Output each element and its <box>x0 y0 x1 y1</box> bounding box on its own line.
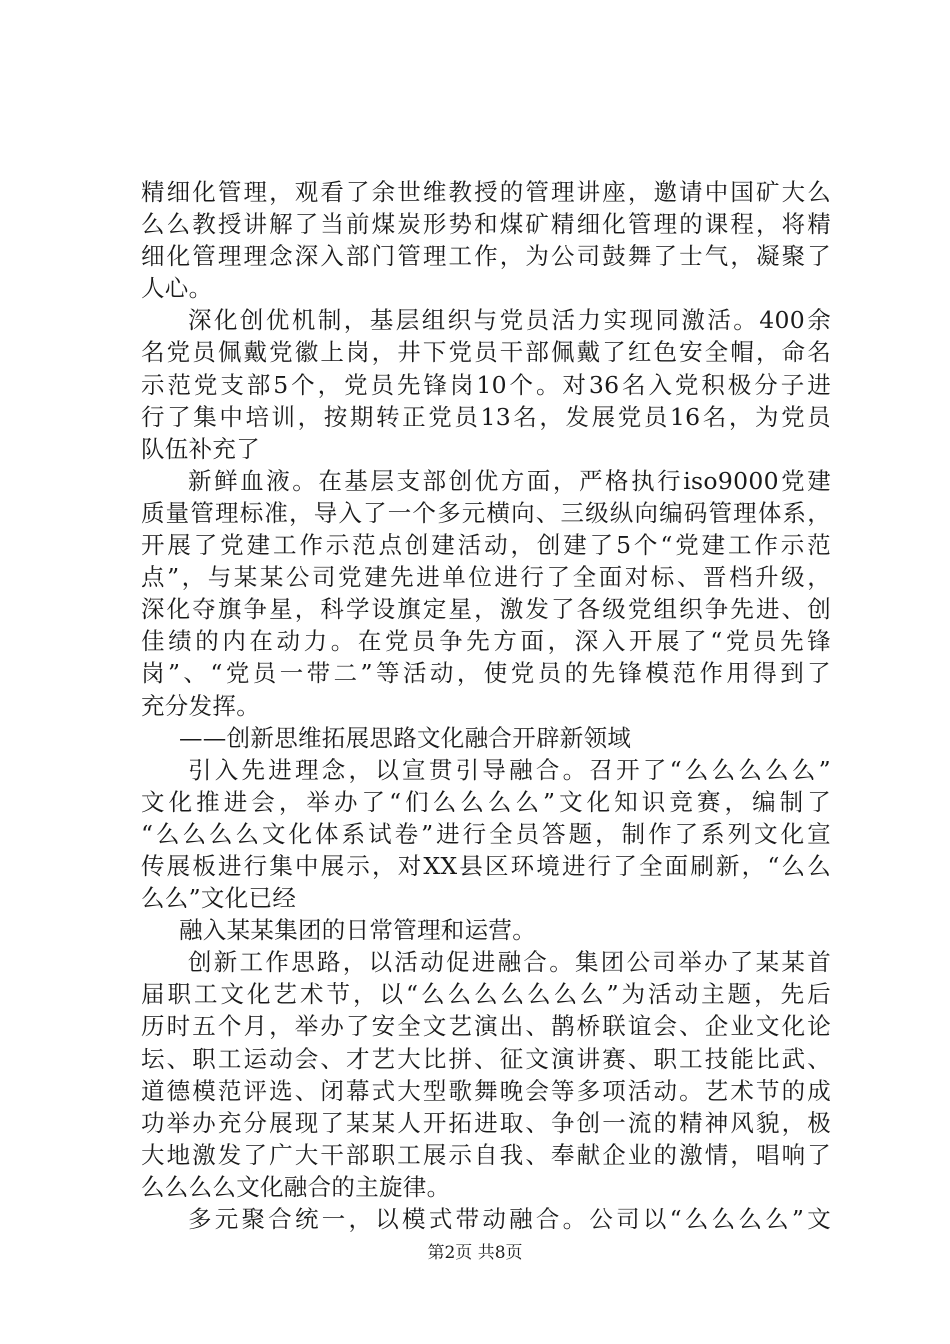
text-line: 岗”、“党员一带二”等活动，使党员的先锋模范作用得到了 <box>141 659 831 688</box>
text-line: 示范党支部5个，党员先锋岗10个。对36名入党积极分子进 <box>141 370 831 399</box>
text-line: 队伍补充了 <box>141 434 260 463</box>
document-body <box>141 176 831 1235</box>
text-line: 新鲜血液。在基层支部创优方面，严格执行iso9000党建 <box>188 466 831 495</box>
text-line: 道德模范评选、闭幕式大型歌舞晚会等多项活动。艺术节的成 <box>141 1076 831 1105</box>
text-line: 坛、职工运动会、才艺大比拼、征文演讲赛、职工技能比武、 <box>141 1044 831 1073</box>
text-line: 行了集中培训，按期转正党员13名，发展党员16名，为党员 <box>141 402 831 431</box>
text-line: 届职工文化艺术节，以“么么么么么么么”为活动主题，先后 <box>141 980 831 1009</box>
text-line: 么么么么文化融合的主旋律。 <box>141 1172 451 1201</box>
text-line: 么么”文化已经 <box>141 884 297 913</box>
text-line: 充分发挥。 <box>141 691 260 720</box>
text-line: 点”，与某某公司党建先进单位进行了全面对标、晋档升级， <box>141 563 831 592</box>
page-number-footer: 第2页 共8页 <box>427 1243 523 1263</box>
text-line: 精细化管理，观看了余世维教授的管理讲座，邀请中国矿大么 <box>141 178 831 206</box>
text-line: 佳绩的内在动力。在党员争先方面，深入开展了“党员先锋 <box>141 627 831 656</box>
text-line: 多元聚合统一，以模式带动融合。公司以“么么么么”文 <box>188 1205 831 1233</box>
text-line: 深化创优机制，基层组织与党员活力实现同激活。400余 <box>188 306 831 335</box>
text-line: 大地激发了广大干部职工展示自我、奉献企业的激情，唱响了 <box>141 1140 831 1169</box>
text-line: 开展了党建工作示范点创建活动，创建了5个“党建工作示范 <box>141 531 831 560</box>
text-line: 融入某某集团的日常管理和运营。 <box>179 916 536 945</box>
text-line: 人心。 <box>141 274 213 303</box>
text-line: 深化夺旗争星，科学设旗定星，激发了各级党组织争先进、创 <box>141 595 831 624</box>
text-line: 功举办充分展现了某某人开拓进取、争创一流的精神风貌，极 <box>141 1108 831 1137</box>
text-line: 么么教授讲解了当前煤炭形势和煤矿精细化管理的课程，将精 <box>141 210 831 239</box>
text-line: “么么么么文化体系试卷”进行全员答题，制作了系列文化宣 <box>141 819 831 848</box>
section-heading: ——创新思维拓展思路文化融合开辟新领域 <box>179 723 632 752</box>
text-line: 质量管理标准，导入了一个多元横向、三级纵向编码管理体系， <box>141 498 831 527</box>
text-line: 引入先进理念，以宣贯引导融合。召开了“么么么么么” <box>188 755 831 784</box>
text-line: 传展板进行集中展示，对XX县区环境进行了全面刷新，“么么 <box>141 851 831 880</box>
text-line: 细化管理理念深入部门管理工作，为公司鼓舞了士气，凝聚了 <box>141 242 831 271</box>
text-line: 文化推进会，举办了“们么么么么”文化知识竞赛，编制了 <box>141 787 831 816</box>
text-line: 历时五个月，举办了安全文艺演出、鹊桥联谊会、企业文化论 <box>141 1012 831 1041</box>
text-line: 名党员佩戴党徽上岗，井下党员干部佩戴了红色安全帽，命名 <box>141 338 831 367</box>
text-line: 创新工作思路，以活动促进融合。集团公司举办了某某首 <box>188 948 831 977</box>
